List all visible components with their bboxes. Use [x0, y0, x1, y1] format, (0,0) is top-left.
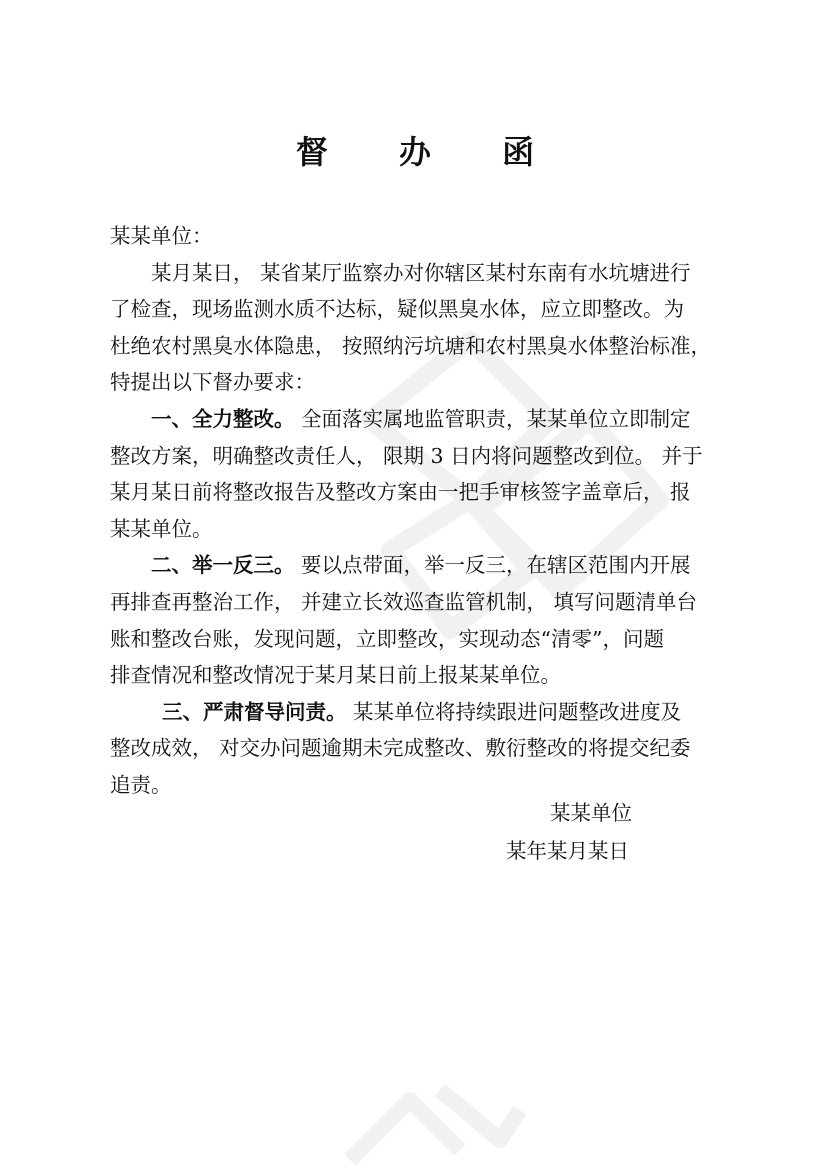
section-3-line: 追责。: [110, 772, 172, 797]
section-1-line: 某月某日前将整改报告及整改方案由一把手审核签字盖章后， 报: [110, 480, 691, 505]
paragraph-1-line: 了检查，现场监测水质不达标，疑似黑臭水体，应立即整改。为: [110, 297, 684, 322]
document-title: 督 办 函: [295, 133, 565, 171]
document-body: [110, 218, 742, 804]
signature-date: 某年某月某日: [506, 839, 629, 863]
section-3-first-line: [110, 694, 742, 731]
watermark-graphic-bottom: [330, 1050, 530, 1174]
section-3-line: 整改成效， 对交办问题逾期未完成整改、敷衍整改的将提交纪委: [110, 736, 691, 761]
section-2-text: 要以点带面，举一反三，在辖区范围内开展: [294, 553, 691, 578]
section-2-line: 账和整改台账，发现问题，立即整改，实现动态“清零”，问题: [110, 626, 664, 651]
paragraph-1-line: 杜绝农村黑臭水体隐患， 按照纳污坑塘和农村黑臭水体整治标准，: [110, 333, 712, 358]
paragraph-1-line: 特提出以下督办要求：: [110, 370, 315, 395]
section-1-line: 某某单位。: [110, 516, 213, 541]
section-3-text: 某某单位将持续跟进问题整改进度及: [346, 699, 682, 724]
section-1-heading: 一、全力整改。: [151, 406, 295, 431]
section-3-heading: 三、严肃督导问责。: [162, 699, 347, 724]
paragraph-1-line: 某月某日， 某省某厅监察办对你辖区某村东南有水坑塘进行: [151, 260, 691, 285]
section-2-heading: 二、举一反三。: [151, 553, 295, 578]
section-2-line: 排查情况和整改情况于某月某日前上报某某单位。: [110, 663, 561, 688]
salutation: 某某单位：: [110, 224, 213, 248]
signature-unit: 某某单位: [550, 801, 632, 825]
section-2-line: 再排查再整治工作， 并建立长效巡查监管机制， 填写问题清单台: [110, 589, 698, 614]
section-2-first-line: [110, 547, 742, 584]
section-1-text: 全面落实属地监管职责，某某单位立即制定: [294, 406, 691, 431]
section-1-first-line: [110, 401, 742, 438]
section-1-line: 整改方案，明确整改责任人， 限期 3 日内将问题整改到位。 并于: [110, 443, 703, 468]
